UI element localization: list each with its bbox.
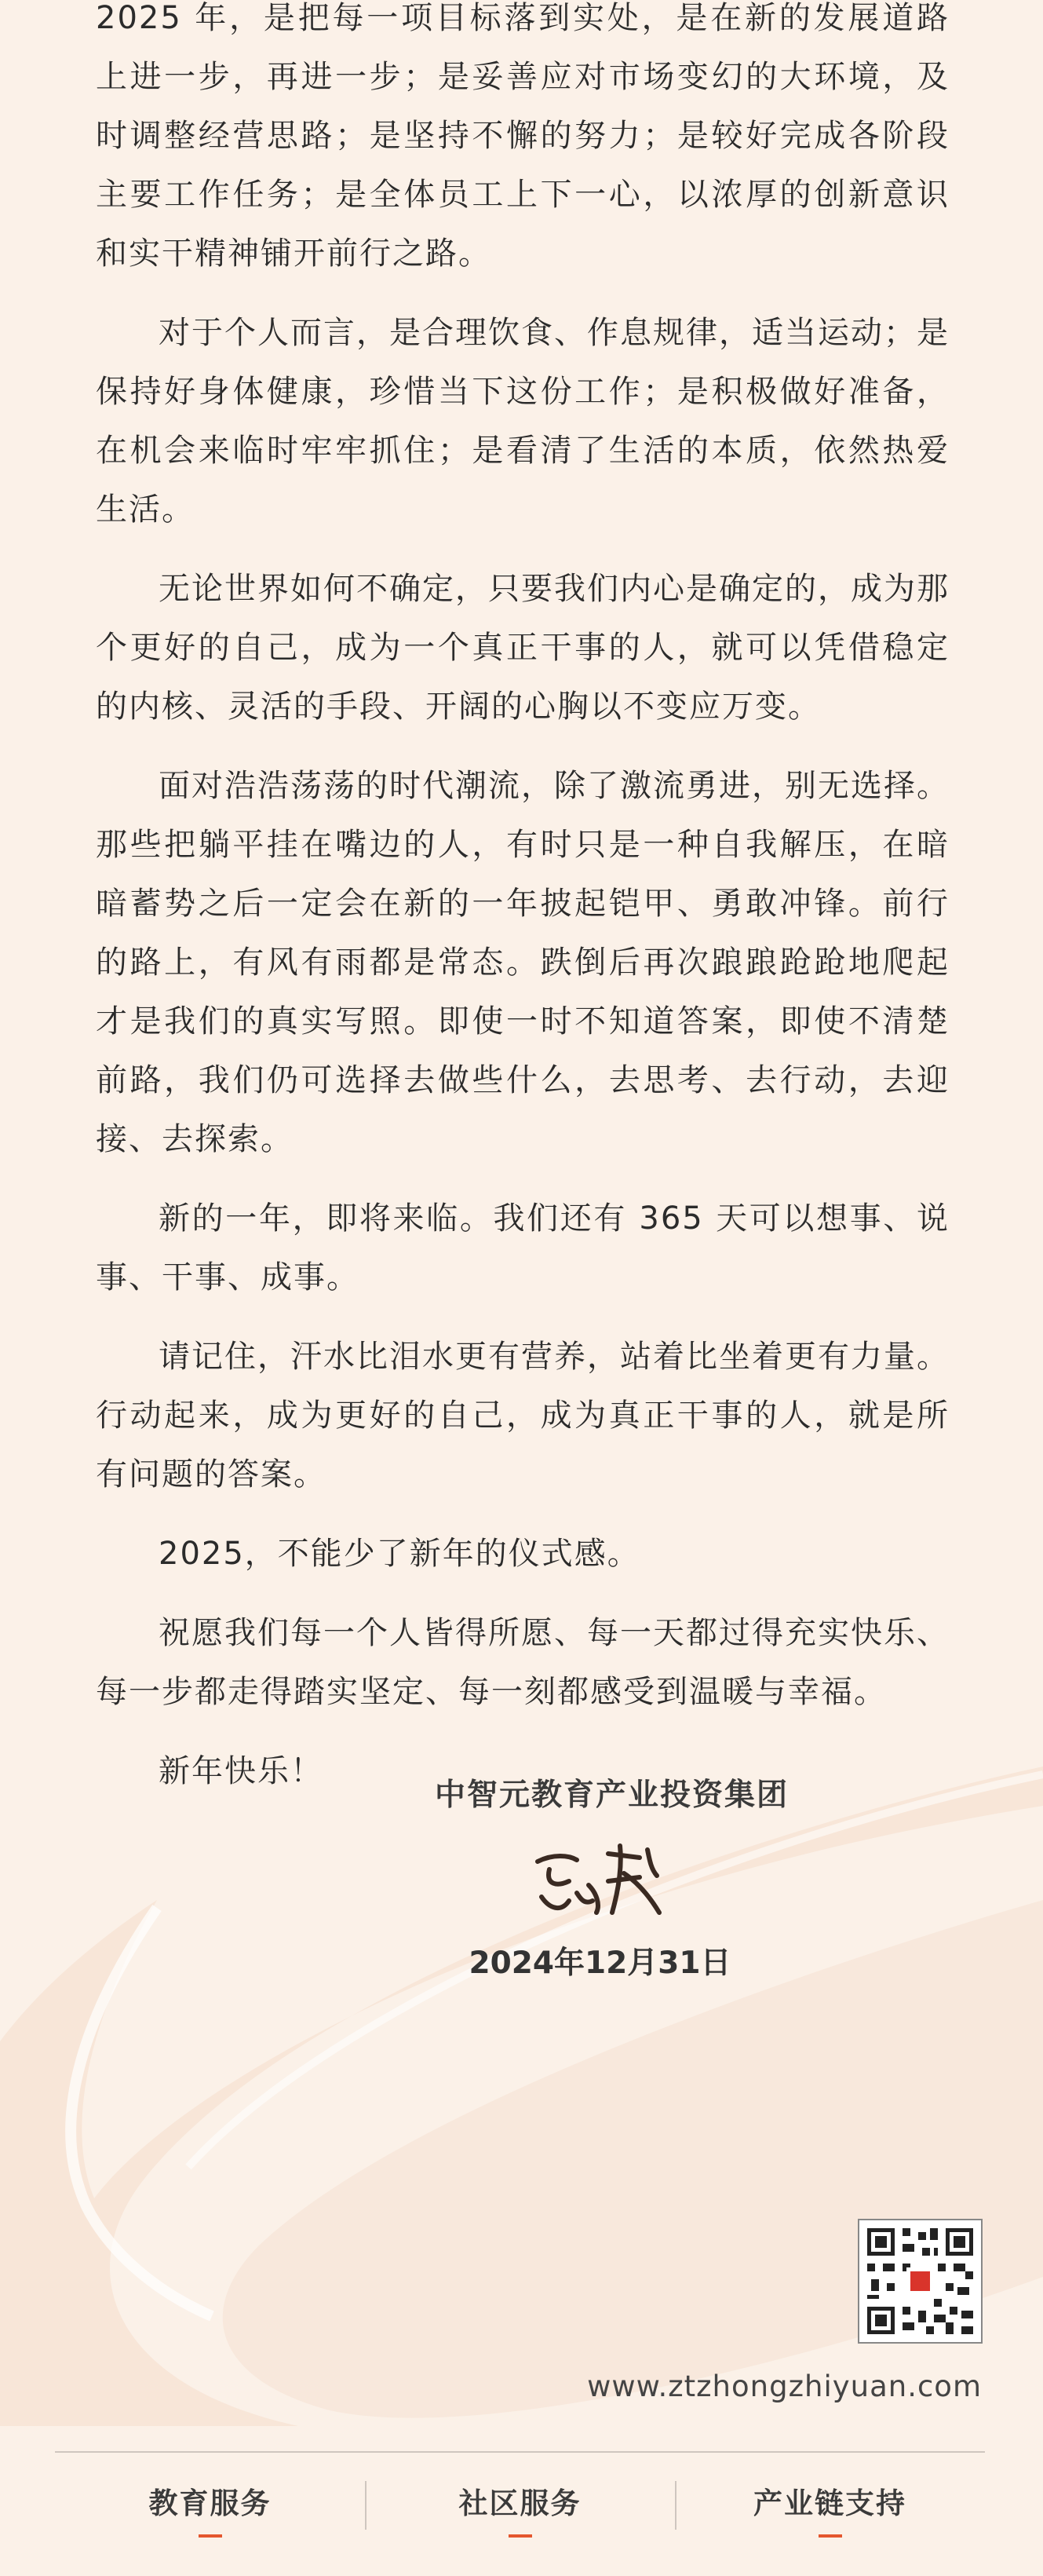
- paragraph-6: 请记住，汗水比泪水更有营养，站着比坐着更有力量。行动起来，成为更好的自己，成为真正干事的人，就是所有问题的答案。: [96, 1339, 950, 1493]
- nav-label: 产业链支持: [753, 2486, 906, 2520]
- qr-code-image: [858, 2219, 983, 2344]
- handwritten-signature: [0, 1838, 1043, 1924]
- bottom-navigation: [55, 2473, 985, 2560]
- letter-body: [96, 0, 950, 1821]
- paragraph-4: 面对浩浩荡荡的时代潮流，除了激流勇进，别无选择。那些把躺平挂在嘴边的人，有时只是一种自我解压，在暗暗蓄势之后一定会在新的一年披起铠甲、勇敢冲锋。前行的路上，有风有雨都是常态。跌倒后再次踉踉跄跄地爬起才是我们的真实写照。即使一时不知道答案，即使不清楚前路，我们仍可选择去做些什么，去思考、去行动，去迎接、去探索。: [96, 768, 950, 1157]
- organization-name: 中智元教育产业投资集团: [434, 1778, 789, 1813]
- paragraph-1: 2025 年，是把每一项目标落到实处，是在新的发展道路上进一步，再进一步；是妥善应对市场变幻的大环境，及时调整经营思路；是坚持不懈的努力；是较好完成各阶段主要工作任务；是全体员工上下一心，以浓厚的创新意识和实干精神铺开前行之路。: [96, 0, 950, 272]
- paragraph-2: 对于个人而言，是合理饮食、作息规律，适当运动；是保持好身体健康，珍惜当下这份工作；是积极做好准备，在机会来临时牢牢抓住；是看清了生活的本质，依然热爱生活。: [96, 315, 950, 528]
- paragraph-3: 无论世界如何不确定，只要我们内心是确定的，成为那个更好的自己，成为一个真正干事的人，就可以凭借稳定的内核、灵活的手段、开阔的心胸以不变应万变。: [96, 571, 950, 725]
- paragraph-8: 祝愿我们每一个人皆得所愿、每一天都过得充实快乐、每一步都走得踏实坚定、每一刻都感受到温暖与幸福。: [96, 1615, 950, 1710]
- footer-divider: [55, 2451, 985, 2453]
- nav-industry-chain-support[interactable]: [675, 2473, 985, 2560]
- nav-underline-accent: [199, 2534, 222, 2538]
- nav-underline-accent: [509, 2534, 532, 2538]
- nav-underline-accent: [819, 2534, 842, 2538]
- nav-education-services[interactable]: [55, 2473, 365, 2560]
- nav-community-services[interactable]: [365, 2473, 675, 2560]
- nav-label: 教育服务: [148, 2486, 272, 2520]
- letter-date: 2024年12月31日: [469, 1946, 731, 1981]
- website-url[interactable]: www.ztzhongzhiyuan.com: [587, 2370, 982, 2403]
- paragraph-9: 新年快乐！: [159, 1753, 323, 1789]
- signature-block: [0, 1770, 1043, 1982]
- paragraph-5: 新的一年，即将来临。我们还有 365 天可以想事、说事、干事、成事。: [96, 1200, 950, 1295]
- paragraph-7: 2025，不能少了新年的仪式感。: [159, 1536, 640, 1572]
- nav-label: 社区服务: [458, 2486, 582, 2520]
